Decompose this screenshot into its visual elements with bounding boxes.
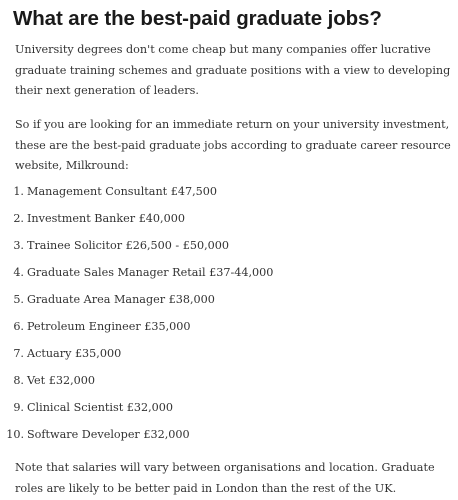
- list-item-text: Graduate Area Manager £38,000: [27, 293, 215, 306]
- list-item-text: Investment Banker £40,000: [27, 212, 185, 225]
- list-item: [0, 344, 121, 364]
- list-item-number: 9.: [13, 401, 24, 414]
- list-item-text: Vet £32,000: [27, 374, 95, 387]
- article-title: What are the best-paid graduate jobs?: [13, 7, 382, 30]
- list-item-text: Management Consultant £47,500: [27, 185, 217, 198]
- list-item: [0, 263, 273, 283]
- list-item-number: 2.: [13, 212, 24, 225]
- list-item-text: Trainee Solicitor £26,500 - £50,000: [27, 239, 230, 252]
- list-item-number: 1.: [13, 185, 24, 198]
- list-item: [0, 209, 185, 229]
- list-item-number: 6.: [13, 320, 24, 333]
- list-item-text: Graduate Sales Manager Retail £37-44,000: [27, 266, 274, 279]
- list-item-number: 10.: [6, 428, 24, 441]
- intro-paragraph: University degrees don't come cheap but many companies offer lucrative graduate training schemes and graduate positions with a view to developing their next generation of leaders.: [15, 43, 451, 97]
- list-item-number: 5.: [13, 293, 24, 306]
- list-item-text: Software Developer £32,000: [27, 428, 190, 441]
- note-paragraph: Note that salaries will vary between organisations and location. Graduate roles are likely to be better paid in London than the rest of the UK.: [15, 461, 435, 495]
- list-item: [0, 371, 95, 391]
- list-item-text: Petroleum Engineer £35,000: [27, 320, 191, 333]
- list-item: [0, 182, 217, 202]
- list-item-number: 7.: [13, 347, 24, 360]
- list-item: [0, 290, 215, 310]
- list-item: [0, 236, 229, 256]
- list-item-text: Clinical Scientist £32,000: [27, 401, 174, 414]
- list-item: [0, 398, 173, 418]
- lead-in-paragraph: So if you are looking for an immediate return on your university investment, these are the best-paid graduate jobs according to graduate career resource website, Milkround:: [15, 118, 451, 172]
- list-item: [0, 317, 191, 337]
- list-item-text: Actuary £35,000: [27, 347, 122, 360]
- list-item-number: 8.: [13, 374, 24, 387]
- list-item: [0, 425, 190, 445]
- list-item-number: 3.: [13, 239, 24, 252]
- list-item-number: 4.: [13, 266, 24, 279]
